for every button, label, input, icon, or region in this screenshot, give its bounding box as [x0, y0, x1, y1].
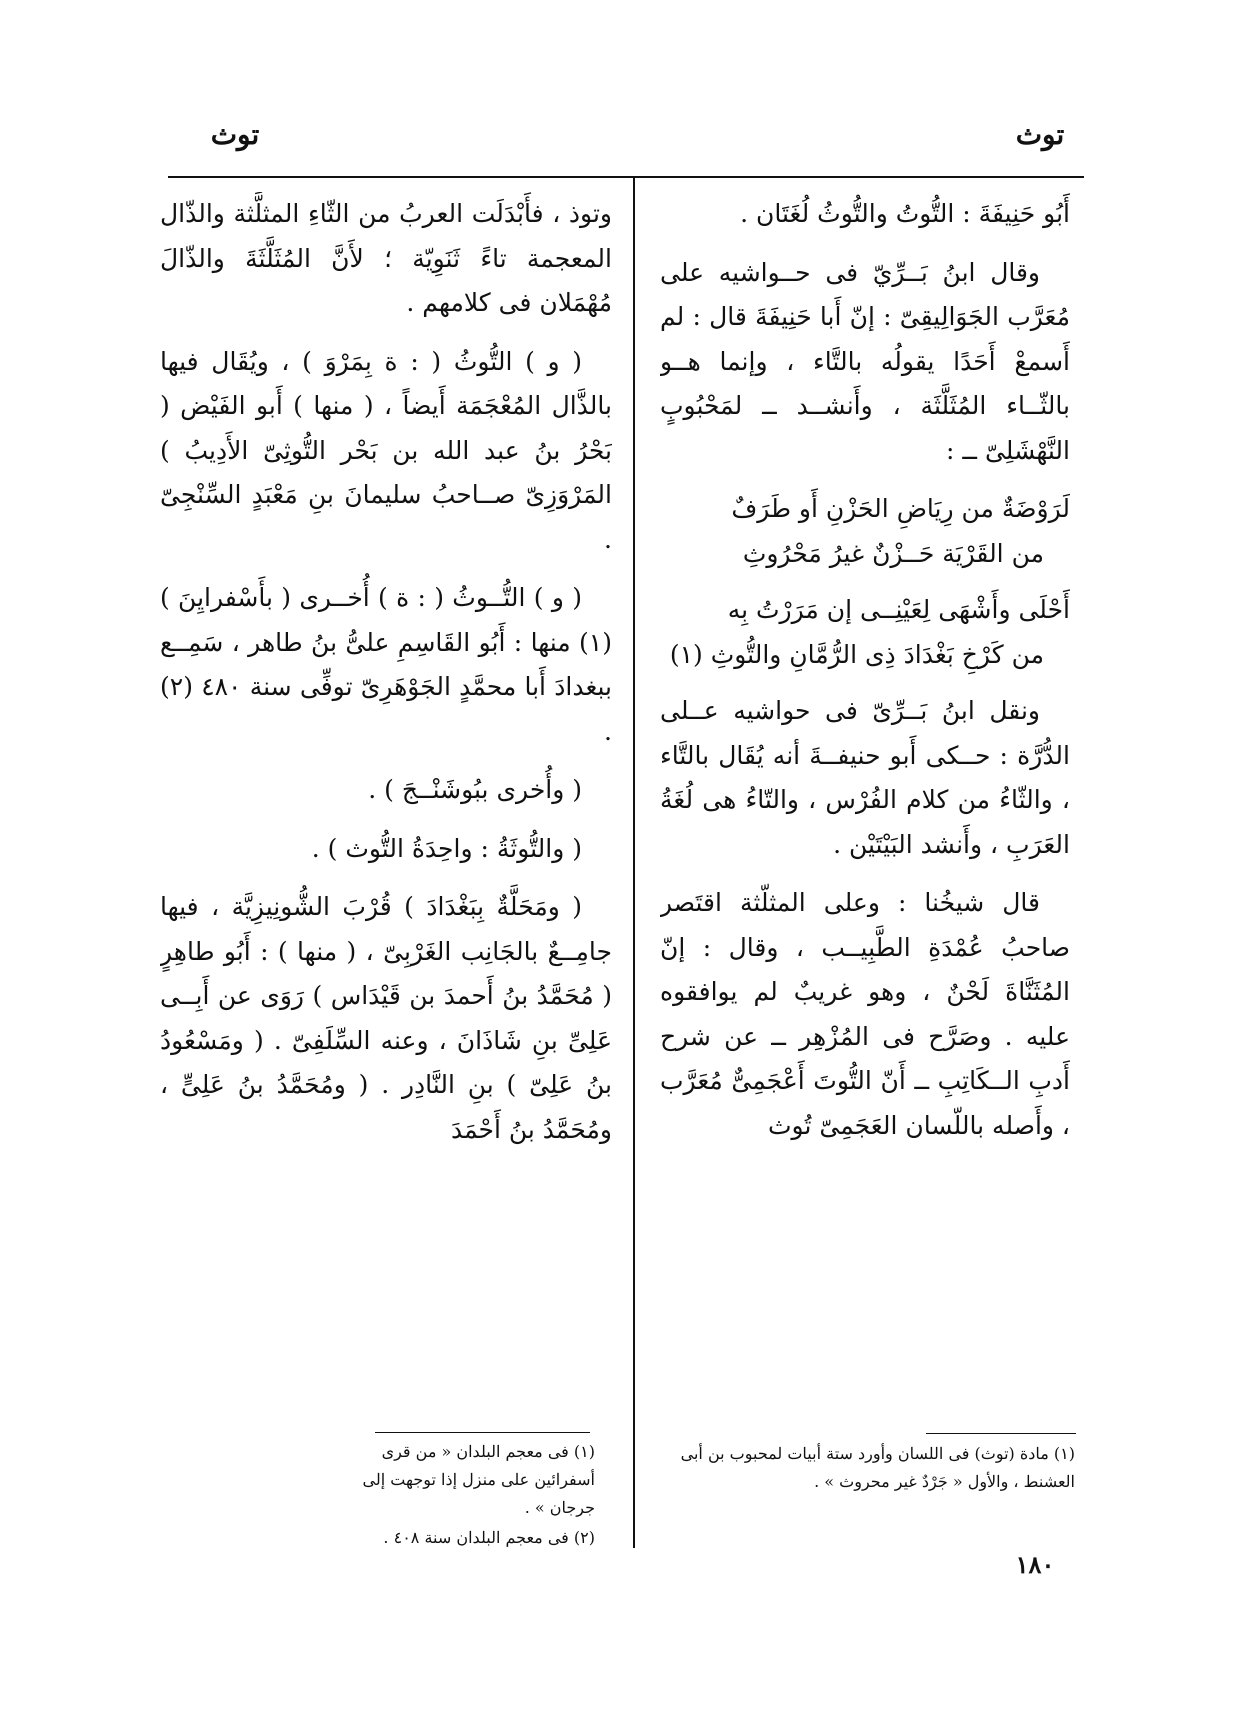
running-header-right: توث — [1015, 118, 1065, 151]
paragraph: ( ومَحَلَّةٌ بِبَغْدَادَ ) قُرْبَ الشُّونِيزِيَّة ، فيها جامِــعٌ بالجَانِب الغَرْبِىّ ، ( منها ) : أَبُو طاهِرٍ ( مُحَمَّدُ بنُ أَحمدَ بن قَيْدَاس ) رَوَى عن أَبِــى عَلِىِّ بنِ شَاذَانَ ، وعنه السِّلَفِىّ . ( ومَسْعُودُ بنُ عَلِىّ ) بنِ النَّادِر . ( ومُحَمَّدُ بنُ عَلِىٍّ ، ومُحَمَّدُ بنُ أَحْمَدَ — [160, 892, 612, 1144]
verse-couplet-1 — [660, 487, 1070, 576]
page-number: ١٨٠ — [1015, 1550, 1055, 1579]
running-header-left: توث — [210, 118, 260, 151]
footnotes-right — [670, 1440, 1075, 1498]
paragraph: ونقل ابنُ بَــرِّىّ فى حواشيه عــلى الدُّرَّة : حــكى أَبو حنيفــةَ أنه يُقَال بالتَّاء ، والثّاءُ من كلام الفُرْس ، والتّاءُ هى لُغَةُ العَرَبِ ، وأَنشد البَيْتَيْن . — [660, 696, 1070, 859]
right-column — [660, 192, 1070, 1582]
header-rule — [168, 176, 1084, 178]
column-divider — [633, 178, 635, 1548]
footnote-rule-right — [926, 1433, 1076, 1434]
paragraph: ( و ) التُّــوثُ ( : ة ) أُخــرى ( بأَسْفرايِنَ ) (١) منها : أَبُو القَاسِمِ علىُّ بنُ طاهر ، سَمِــع ببغدادَ أَبا محمَّدٍ الجَوْهَرِىّ توفِّى سنة ٤٨٠ (٢) . — [160, 583, 612, 746]
left-column — [160, 192, 612, 1582]
verse-hemistich: لَرَوْضَةٌ من رِيَاضِ الحَزْنِ أَو طَرَفٌ — [731, 494, 1070, 523]
paragraph: ( والتُّوثَةُ : واحِدَةُ التُّوث ) . — [311, 833, 582, 863]
paragraph: وقال ابنُ بَــرِّيّ فى حــواشيه على مُعَرَّب الجَوَالِيقِىّ : إنّ أَبا حَنِيفَةَ قال : لم أَسمعْ أَحَدًا يقولُه بالتَّاء ، وإنما هــو بالثّــاء المُثَلَّثَة ، وأَنشــد ــ لمَحْبُوبٍ النَّهْشَلِىّ ــ : — [660, 257, 1070, 465]
verse-hemistich: أَحْلَى وأَشْهَى لِعَيْنِــى إن مَرَرْتُ بِه — [727, 595, 1070, 624]
paragraph: أَبُو حَنِيفَةَ : التُّوتُ والتُّوثُ لُغَتَان . — [740, 199, 1070, 228]
paragraph: ( و ) التُّوثُ ( : ة بِمَرْوَ ) ، ويُقَال فيها بالذَّال المُعْجَمَة أَيضاً ، ( منها ) أَبو الفَيْض ( بَحْرُ بنُ عبد الله بن بَحْر التُّوثِىّ الأَدِيبُ ) المَرْوَزِىّ صــاحبُ سليمانَ بنِ مَعْبَدٍ السِّنْجِىّ . — [160, 346, 612, 554]
verse-hemistich: من كَرْخِ بَغْدَادَ ذِى الرُّمَّانِ والتُّوثِ (١) — [669, 639, 1044, 669]
paragraph: وتوذ ، فأَبْدَلَت العربُ من الثّاءِ المثلَّثة والذّال المعجمة تاءً ثَنَوِيّة ؛ لأَنَّ المُثَلَّثَةَ والذّالَ مُهْمَلان فى كلامهم . — [160, 199, 612, 317]
verse-hemistich: من القَرْيَة حَــزْنٌ غيرُ مَحْرُوثِ — [742, 538, 1044, 568]
footnote-rule-left — [375, 1432, 590, 1433]
paragraph: قال شيخُنا : وعلى المثلّثة اقتَصر صاحبُ عُمْدَةِ الطَّبِيــب ، وقال : إنّ المُثَنَّاةَ لَحْنٌ ، وهو غريبٌ لم يوافقوه عليه . وصَرَّح فى المُزْهِر ــ عن شرح أَدبِ الــكَاتِبِ ــ أَنّ التُّوتَ أَعْجَمِىٌّ مُعَرَّب ، وأَصله باللّسان العَجَمِىّ تُوث — [660, 888, 1070, 1140]
footnote: (١) مادة (توث) فى اللسان وأورد ستة أبيات لمحبوب بن أبى العشنط ، والأول « جَرْدٌ غير محروث » . — [680, 1444, 1075, 1491]
footnotes-left — [320, 1438, 595, 1554]
footnote: (٢) فى معجم البلدان سنة ٤٠٨ . — [383, 1528, 595, 1547]
verse-couplet-2 — [660, 588, 1070, 677]
footnote: (١) فى معجم البلدان « من قرى أسفرائين على منزل إذا توجهت إلى جرجان » . — [362, 1442, 595, 1517]
paragraph: ( وأُخرى ببُوشَنْــجَ ) . — [368, 775, 582, 804]
